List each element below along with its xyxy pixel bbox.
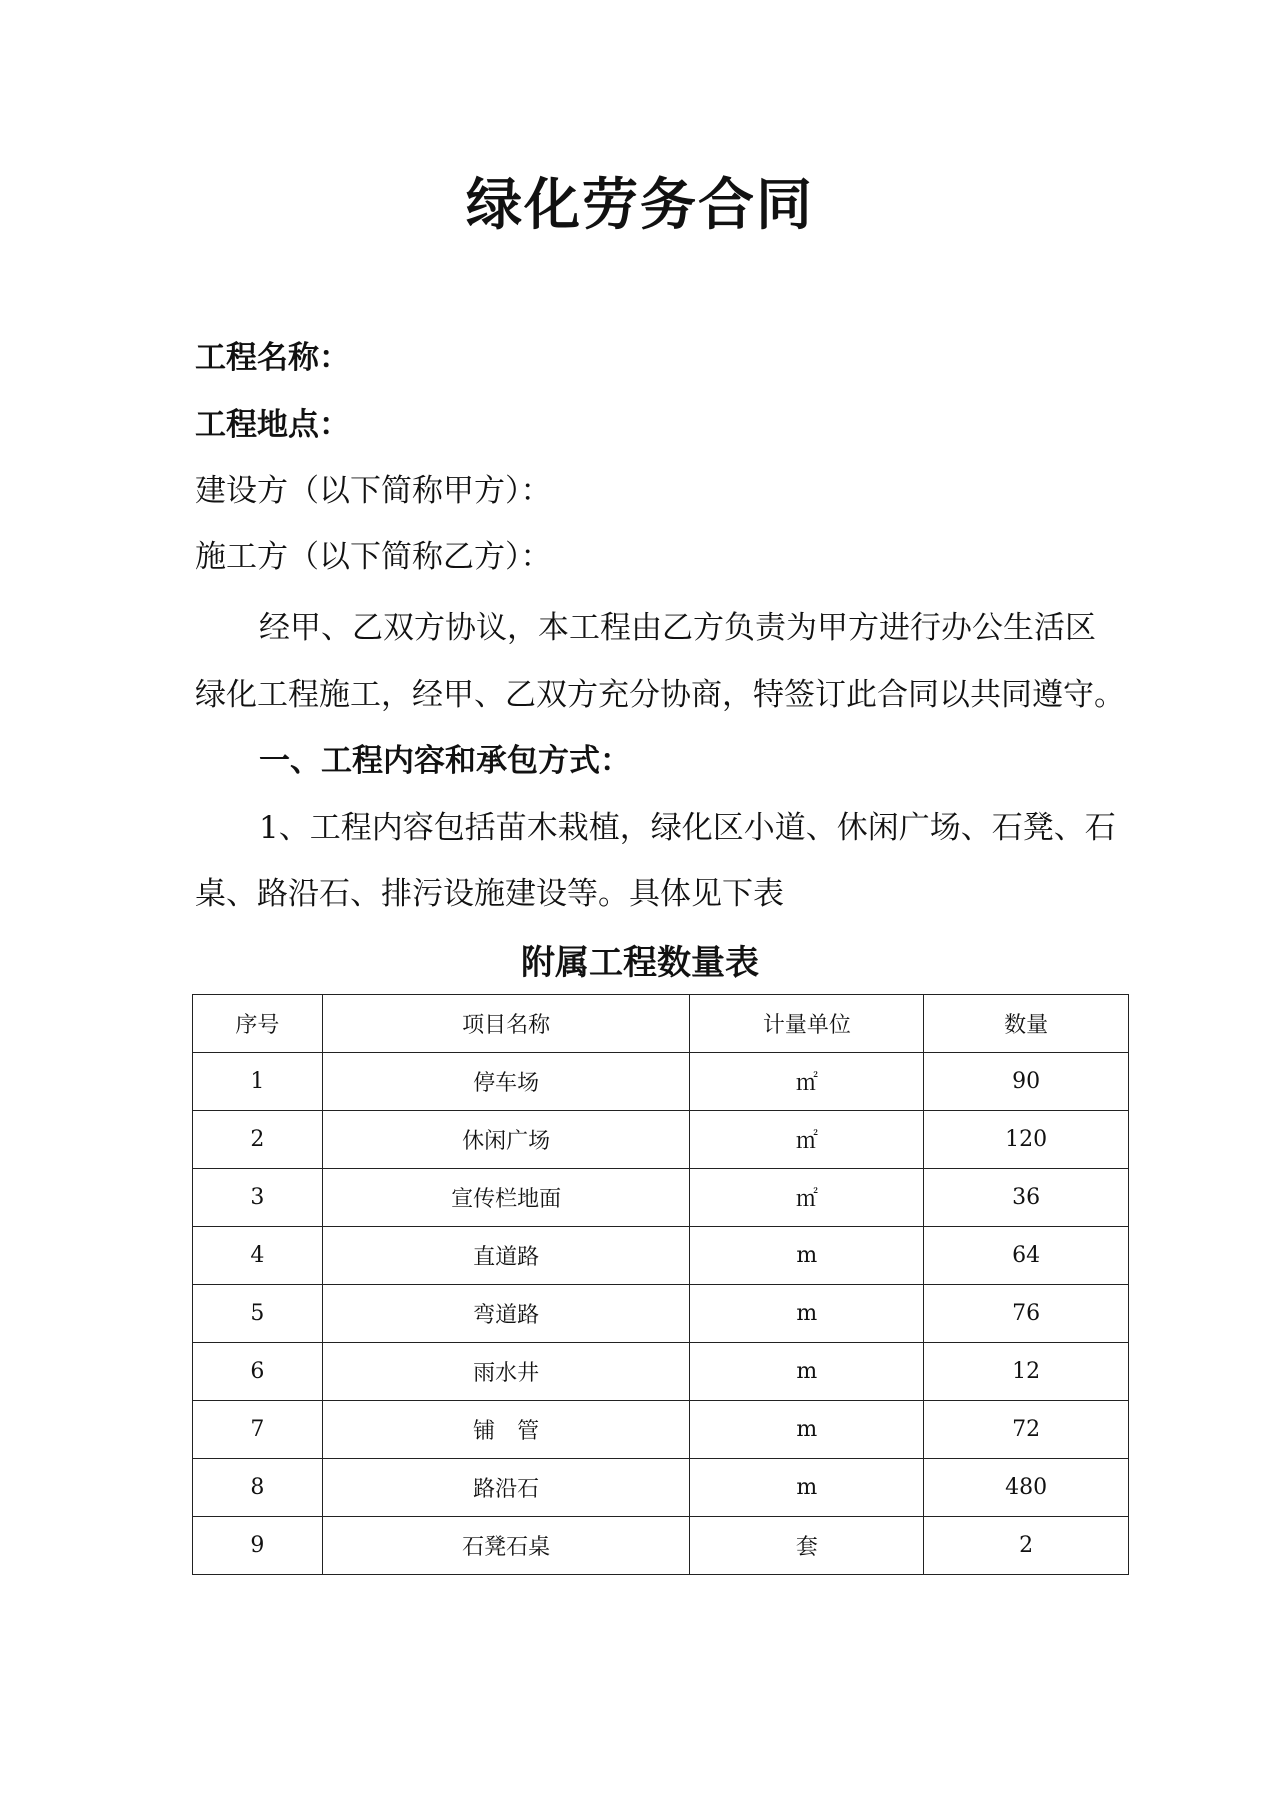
unit-cell: 套 bbox=[690, 1517, 924, 1575]
table-row bbox=[193, 1227, 1129, 1285]
header-cell: 计量单位 bbox=[690, 995, 924, 1053]
item-name-cell: 石凳石桌 bbox=[322, 1517, 690, 1575]
quantity-cell: 480 bbox=[924, 1459, 1129, 1517]
intro-line-1: 经甲、乙双方协议，本工程由乙方负责为甲方进行办公生活区 bbox=[259, 610, 1096, 646]
quantity-cell: 120 bbox=[924, 1111, 1129, 1169]
row-number-cell: 6 bbox=[193, 1343, 323, 1401]
table-row bbox=[193, 1401, 1129, 1459]
intro-line-2: 绿化工程施工，经甲、乙双方充分协商，特签订此合同以共同遵守。 bbox=[195, 677, 1125, 713]
table-header-row bbox=[193, 995, 1129, 1053]
project-name-label: 工程名称： bbox=[195, 340, 350, 376]
row-number-cell: 8 bbox=[193, 1459, 323, 1517]
unit-cell: m bbox=[690, 1285, 924, 1343]
quantity-cell: 76 bbox=[924, 1285, 1129, 1343]
row-number-cell: 1 bbox=[193, 1053, 323, 1111]
table-row bbox=[193, 1343, 1129, 1401]
unit-cell: ㎡ bbox=[690, 1053, 924, 1111]
item-name-cell: 路沿石 bbox=[322, 1459, 690, 1517]
unit-cell: ㎡ bbox=[690, 1111, 924, 1169]
item-name-cell: 宣传栏地面 bbox=[322, 1169, 690, 1227]
quantity-cell: 2 bbox=[924, 1517, 1129, 1575]
quantity-cell: 36 bbox=[924, 1169, 1129, 1227]
row-number-cell: 4 bbox=[193, 1227, 323, 1285]
row-number-cell: 9 bbox=[193, 1517, 323, 1575]
quantity-cell: 12 bbox=[924, 1343, 1129, 1401]
item-1-line-1: 1、工程内容包括苗木栽植，绿化区小道、休闲广场、石凳、石 bbox=[259, 810, 1116, 846]
header-cell: 数量 bbox=[924, 995, 1129, 1053]
table-row bbox=[193, 1285, 1129, 1343]
table-row bbox=[193, 1053, 1129, 1111]
table-row bbox=[193, 1111, 1129, 1169]
table-title: 附属工程数量表 bbox=[521, 943, 759, 983]
header-cell: 序号 bbox=[193, 995, 323, 1053]
item-name-cell: 铺 管 bbox=[322, 1401, 690, 1459]
quantity-cell: 72 bbox=[924, 1401, 1129, 1459]
item-name-cell: 休闲广场 bbox=[322, 1111, 690, 1169]
table-row bbox=[193, 1517, 1129, 1575]
unit-cell: m bbox=[690, 1459, 924, 1517]
document-title: 绿化劳务合同 bbox=[466, 172, 814, 238]
unit-cell: ㎡ bbox=[690, 1169, 924, 1227]
unit-cell: m bbox=[690, 1343, 924, 1401]
unit-cell: m bbox=[690, 1227, 924, 1285]
quantity-cell: 64 bbox=[924, 1227, 1129, 1285]
item-name-cell: 直道路 bbox=[322, 1227, 690, 1285]
row-number-cell: 5 bbox=[193, 1285, 323, 1343]
row-number-cell: 3 bbox=[193, 1169, 323, 1227]
item-1-line-2: 桌、路沿石、排污设施建设等。具体见下表 bbox=[195, 876, 784, 912]
item-name-cell: 停车场 bbox=[322, 1053, 690, 1111]
table-row bbox=[193, 1459, 1129, 1517]
row-number-cell: 2 bbox=[193, 1111, 323, 1169]
unit-cell: m bbox=[690, 1401, 924, 1459]
table-row bbox=[193, 1169, 1129, 1227]
header-cell: 项目名称 bbox=[322, 995, 690, 1053]
party-b-label: 施工方（以下简称乙方）： bbox=[195, 539, 552, 575]
item-name-cell: 雨水井 bbox=[322, 1343, 690, 1401]
project-location-label: 工程地点： bbox=[195, 407, 350, 443]
quantity-table bbox=[192, 994, 1129, 1575]
section-1-heading: 一、工程内容和承包方式： bbox=[259, 743, 631, 779]
row-number-cell: 7 bbox=[193, 1401, 323, 1459]
item-name-cell: 弯道路 bbox=[322, 1285, 690, 1343]
party-a-label: 建设方（以下简称甲方）： bbox=[195, 473, 552, 509]
quantity-cell: 90 bbox=[924, 1053, 1129, 1111]
